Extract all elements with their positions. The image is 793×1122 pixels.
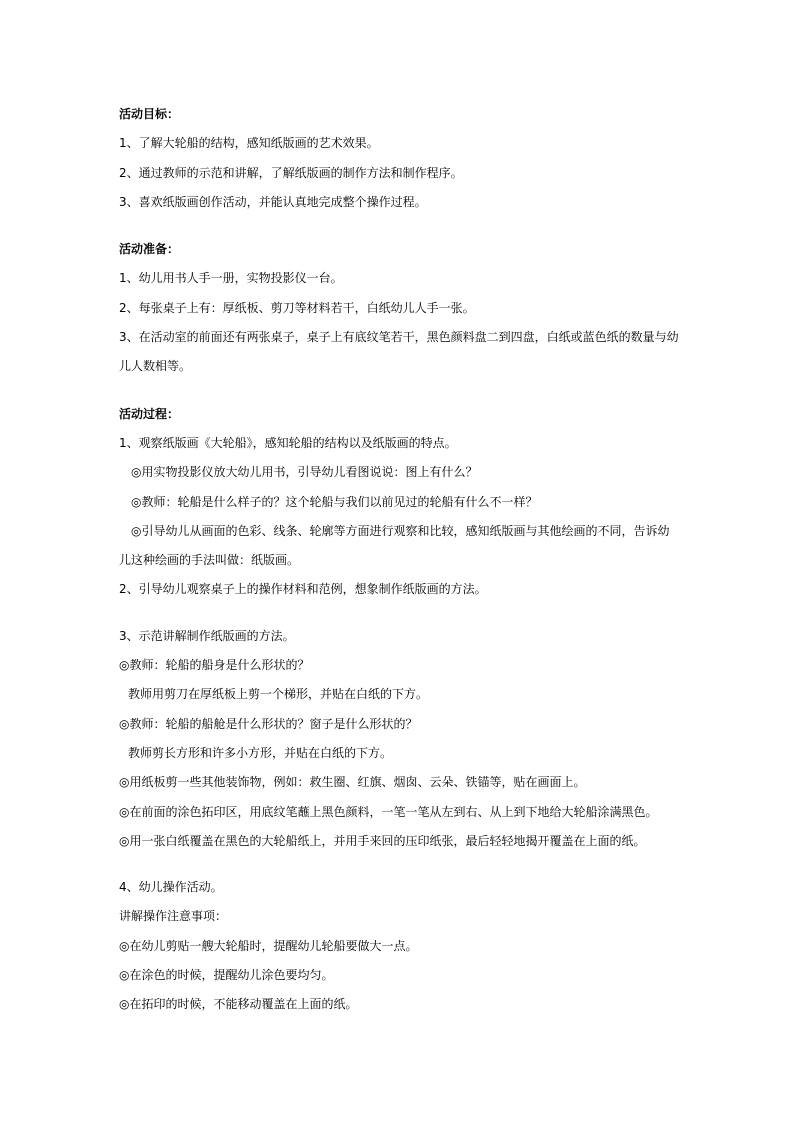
step3-bullet: ◎用纸板剪一些其他装饰物，例如：救生圈、红旗、烟囱、云朵、铁锚等，贴在画面上。 bbox=[119, 775, 586, 790]
step1-bullet: ◎教师：轮船是什么样子的？这个轮船与我们以前见过的轮船有什么不一样？ bbox=[131, 494, 538, 509]
goals-heading: 活动目标： bbox=[119, 107, 180, 121]
prep-item: 1、幼儿用书人手一册，实物投影仪一台。 bbox=[119, 271, 343, 286]
step3-bullet: ◎在前面的涂色拓印区，用底纹笔蘸上黑色颜料，一笔一笔从左到右、从上到下地给大轮船涂满黑色。 bbox=[119, 804, 658, 819]
goal-item: 3、喜欢纸版画创作活动，并能认真地完成整个操作过程。 bbox=[119, 194, 427, 209]
step4-subheading: 讲解操作注意事项： bbox=[119, 909, 228, 924]
step1-bullet-continued: 儿这种绘画的手法叫做：纸版画。 bbox=[119, 553, 300, 568]
step4-bullet: ◎在幼儿剪贴一艘大轮船时，提醒幼儿轮船要做大一点。 bbox=[119, 938, 418, 953]
process-step-3: 3、示范讲解制作纸版画的方法。 bbox=[119, 628, 295, 643]
step3-bullet: ◎教师：轮船的船舱是什么形状的？窗子是什么形状的？ bbox=[119, 716, 418, 731]
step1-bullet: ◎用实物投影仪放大幼儿用书，引导幼儿看图说说：图上有什么？ bbox=[131, 465, 478, 480]
goal-item: 1、了解大轮船的结构，感知纸版画的艺术效果。 bbox=[119, 136, 379, 151]
goal-item: 2、通过教师的示范和讲解，了解纸版画的制作方法和制作程序。 bbox=[119, 165, 463, 180]
step3-detail: 教师用剪刀在厚纸板上剪一个梯形，并贴在白纸的下方。 bbox=[128, 687, 429, 702]
prep-heading: 活动准备： bbox=[119, 242, 180, 257]
prep-item: 2、每张桌子上有：厚纸板、剪刀等材料若干，白纸幼儿人手一张。 bbox=[119, 300, 475, 315]
process-heading: 活动过程： bbox=[119, 406, 180, 421]
step4-bullet: ◎在涂色的时候，提醒幼儿涂色要均匀。 bbox=[119, 968, 334, 983]
step3-bullet: ◎教师：轮船的船身是什么形状的？ bbox=[119, 658, 310, 673]
prep-item: 3、在活动室的前面还有两张桌子，桌子上有底纹笔若干，黑色颜料盘二到四盘，白纸或蓝色纸的数量与幼 bbox=[119, 330, 679, 345]
document-body bbox=[119, 100, 679, 1020]
process-step-2: 2、引导幼儿观察桌子上的操作材料和范例，想象制作纸版画的方法。 bbox=[119, 582, 487, 597]
section-spacer bbox=[119, 856, 679, 873]
section-spacer bbox=[119, 605, 679, 622]
section-spacer bbox=[119, 382, 679, 400]
step3-bullet: ◎用一张白纸覆盖在黑色的大轮船纸上，并用手来回的压印纸张，最后轻轻地揭开覆盖在上面的纸。 bbox=[119, 833, 646, 848]
process-step-4: 4、幼儿操作活动。 bbox=[119, 880, 223, 895]
step4-bullet: ◎在拓印的时候，不能移动覆盖在上面的纸。 bbox=[119, 997, 358, 1012]
step3-detail: 教师剪长方形和许多小方形，并贴在白纸的下方。 bbox=[128, 745, 393, 760]
section-spacer bbox=[119, 217, 679, 235]
process-step-1: 1、观察纸版画《大轮船》，感知轮船的结构以及纸版画的特点。 bbox=[119, 435, 457, 450]
prep-item-continued: 儿人数相等。 bbox=[119, 359, 192, 374]
step1-bullet: ◎引导幼儿从画面的色彩、线条、轮廓等方面进行观察和比较，感知纸版画与其他绘画的不同，告诉幼 bbox=[131, 523, 670, 538]
